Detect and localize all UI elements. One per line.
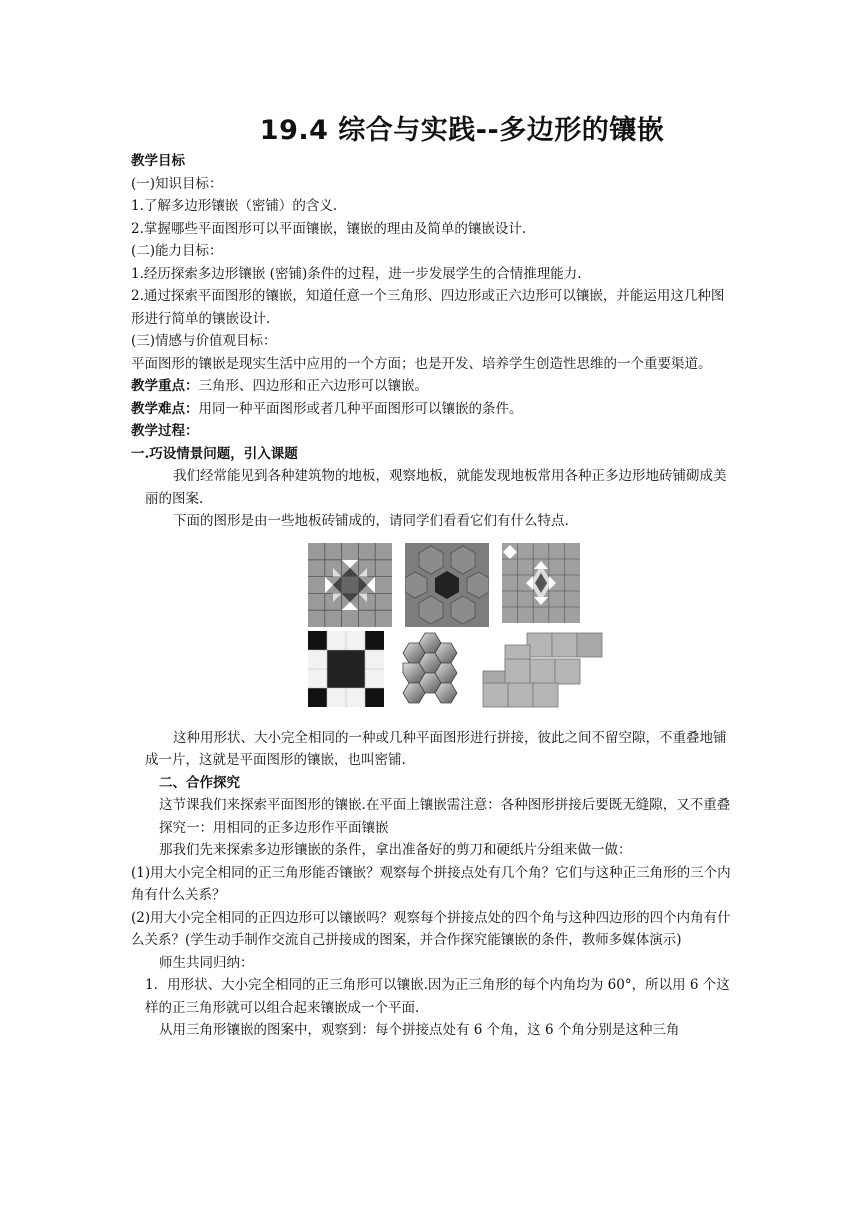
- section1-paragraph-1: 我们经常能见到各种建筑物的地板，观察地板，就能发现地板常用各种正多边形地砖铺砌成美丽的图案.: [145, 468, 727, 507]
- difficulty-text: 用同一种平面图形或者几种平面图形可以镶嵌的条件。: [198, 400, 523, 417]
- tile-image-diamond-pattern: [502, 543, 580, 623]
- ability-item-2: 2.通过探索平面图形的镶嵌，知道任意一个三角形、四边形或正六边形可以镶嵌，并能运用这几种图形进行简单的镶嵌设计.: [131, 288, 725, 327]
- section2-heading: 二、合作探究: [159, 774, 240, 791]
- tiling-figure: [131, 539, 733, 719]
- section2-paragraph-1: 这节课我们来探索平面图形的镶嵌.在平面上镶嵌需注意：各种图形拼接后要既无缝隙，又不重叠: [159, 797, 731, 813]
- emotion-text: 平面图形的镶嵌是现实生活中应用的一个方面；也是开发、培养学生创造性思维的一个重要渠道。: [131, 355, 712, 372]
- difficulty: [131, 398, 733, 421]
- explore1-heading: 探究一：用相同的正多边形作平面镶嵌: [159, 819, 389, 836]
- key-point: [131, 375, 733, 398]
- key-point-text: 三角形、四边形和正六边形可以镶嵌。: [198, 378, 428, 394]
- page-title: 19.4 综合与实践--多边形的镶嵌: [259, 115, 665, 146]
- tile-image-hexagon-cluster: [399, 631, 471, 707]
- question-1: (1)用大小完全相同的正三角形能否镶嵌？观察每个拼接点处有几个角？它们与这种正三角形的三个内角有什么关系？: [131, 864, 731, 903]
- tile-image-black-white-squares: [308, 631, 384, 707]
- summary-item-1: 1．用形状、大小完全相同的正三角形可以镶嵌.因为正三角形的每个内角均为 60°，所以用 6 个这样的正三角形就可以组合起来镶嵌成一个平面.: [145, 977, 730, 1016]
- explore1-intro: 那我们先来探索多边形镶嵌的条件，拿出准备好的剪刀和硬纸片分组来做一做：: [159, 842, 632, 858]
- knowledge-item-2: 2.掌握哪些平面图形可以平面镶嵌，镶嵌的理由及简单的镶嵌设计.: [131, 220, 527, 237]
- tile-image-hexagon-stone: [405, 543, 489, 627]
- document-body: [131, 150, 733, 1042]
- knowledge-heading: (一)知识目标：: [131, 175, 223, 192]
- summary-intro: 师生共同归纳：: [159, 954, 254, 971]
- key-point-label: 教学重点：: [131, 378, 199, 394]
- ability-heading: (二)能力目标：: [131, 243, 223, 259]
- knowledge-item-1: 1.了解多边形镶嵌（密铺）的含义.: [131, 198, 338, 214]
- emotion-heading: (三)情感与价值观目标：: [131, 333, 277, 349]
- ability-item-1: 1.经历探索多边形镶嵌 (密铺)条件的过程，进一步发展学生的合情推理能力.: [131, 265, 582, 282]
- section1-paragraph-2: 下面的图形是由一些地板砖铺成的，请同学们看看它们有什么特点.: [173, 513, 569, 529]
- question-2: (2)用大小完全相同的正四边形可以镶嵌吗？观察每个拼接点处的四个角与这种四边形的四个内角有什么关系？(学生动手制作交流自己拼接成的图案，并合作探究能镶嵌的条件，教师多媒体演示): [131, 909, 731, 948]
- difficulty-label: 教学难点：: [131, 400, 199, 417]
- section1-paragraph-3: 这种用形状、大小完全相同的一种或几种平面图形进行拼接，彼此之间不留空隙，不重叠地铺成一片，这就是平面图形的镶嵌，也叫密铺.: [145, 729, 727, 768]
- tile-image-square-pattern: [308, 543, 392, 627]
- section1-heading: 一.巧设情景问题，引入课题: [131, 445, 298, 462]
- objectives-heading: 教学目标: [131, 153, 185, 169]
- tile-image-offset-bricks: [481, 631, 603, 709]
- summary-item-2: 从用三角形镶嵌的图案中，观察到：每个拼接点处有 6 个角，这 6 个角分别是这种三角: [159, 1022, 680, 1038]
- process-heading: 教学过程：: [131, 423, 199, 439]
